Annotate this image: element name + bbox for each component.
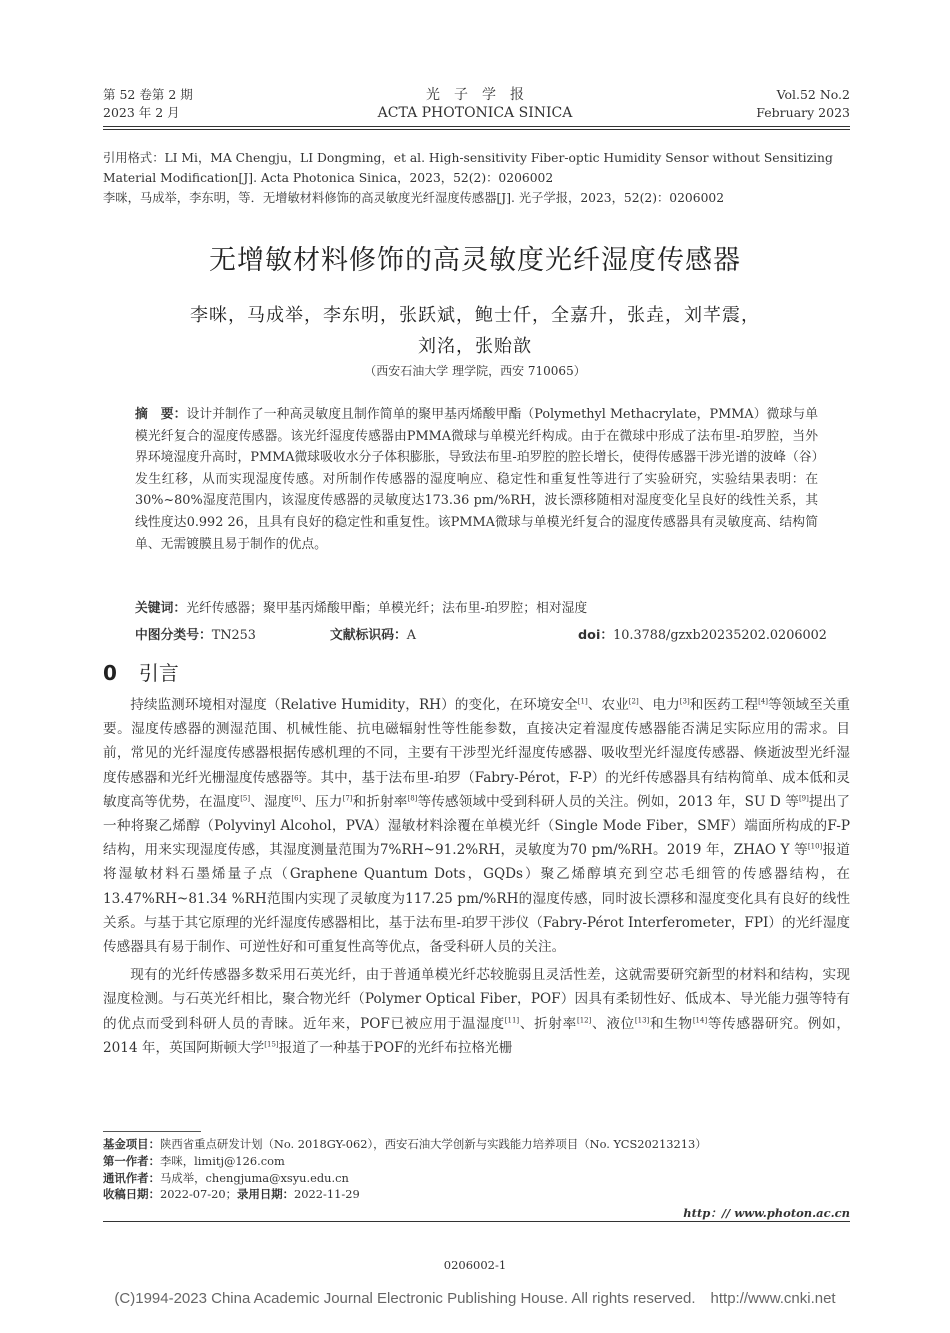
reference-mark: [12]	[576, 1016, 592, 1025]
footnote-dates	[103, 1186, 851, 1203]
text-run: 、农业	[587, 697, 629, 713]
footnote-rule	[103, 1131, 201, 1132]
text-run: 、折射率	[519, 1015, 577, 1032]
footnote-label: 基金项目：	[103, 1137, 160, 1151]
reference-mark: [2]	[628, 697, 639, 706]
text-run: 和生物	[649, 1015, 693, 1032]
doi	[578, 624, 827, 643]
text-run: 、湿度	[250, 793, 292, 810]
journal-name-en: ACTA PHOTONICA SINICA	[377, 105, 573, 121]
footnote-text: 2022-07-20；	[159, 1187, 238, 1202]
journal-url-link[interactable]: http：// www.photon.ac.cn	[683, 1206, 850, 1220]
citation-block	[103, 148, 851, 208]
text-run: 现有的光纤传感器多数采用石英光纤，由于普通单模光纤芯较脆弱且灵活性差，这就需要研究新型的材料和结构，实现湿度检测。与石英光纤相比，聚合物光纤（Polymer Optical Fiber，POF）因具有柔韧性好、低成本、导光能力强等特有的优点而受到科研人员的青睐。近年来，POF已被应用于温湿度	[103, 967, 850, 1032]
reference-mark: [9]	[798, 794, 809, 803]
header-rule-bottom	[103, 129, 850, 130]
authors-line2: 刘洺，张贻歆	[418, 336, 532, 357]
reference-mark: [5]	[240, 794, 251, 803]
clc-value: TN253	[211, 628, 256, 643]
reference-mark: [8]	[407, 794, 418, 803]
reference-mark: [1]	[577, 697, 588, 706]
footer-rule	[103, 1221, 850, 1222]
abstract-text: 设计并制作了一种高灵敏度且制作简单的聚甲基丙烯酸甲酯（Polymethyl Methacrylate，PMMA）微球与单模光纤复合的湿度传感器。该光纤湿度传感器由PMMA微球与单模光纤构成。由于在微球中形成了法布里-珀罗腔，当外界环境湿度升高时，PMMA微球吸收水分子体积膨胀，导致法布里-珀罗腔的腔长增长，使得传感器干涉光谱的波峰（谷）发生红移，从而实现湿度传感。对所制作传感器的湿度响应、稳定性和重复性等进行了实验研究，实验结果表明：在30%~80%湿度范围内，该湿度传感器的灵敏度达173.36 pm/%RH，波长漂移随相对湿度变化呈良好的线性关系，其线性度达0.992 26，且具有良好的稳定性和重复性。该PMMA微球与单模光纤复合的湿度传感器具有灵敏度高、结构简单、无需镀膜且易于制作的优点。	[135, 407, 819, 552]
text-run: 和医药工程	[689, 697, 759, 713]
text-run: 、电力	[638, 697, 680, 713]
clc	[135, 624, 256, 643]
affiliation: （西安石油大学 理学院，西安 710065）	[364, 364, 586, 378]
page-number: 0206002-1	[443, 1258, 507, 1272]
header-rule-top	[103, 126, 850, 127]
clc-label: 中图分类号：	[135, 628, 212, 643]
text-run: 报道了一种基于POF的光纤布拉格光栅	[278, 1039, 513, 1056]
citation-cn: 李咪，马成举，李东明，等．无增敏材料修饰的高灵敏度光纤湿度传感器[J]. 光子学报，2023，52(2)：0206002	[103, 191, 725, 205]
paragraph-2	[103, 963, 850, 1060]
text-run: 等传感领域中受到科研人员的关注。例如，2013 年，SU D 等	[417, 793, 799, 810]
header-vol-no: Vol.52 No.2	[776, 87, 850, 102]
footnote-text: 马成举，chengjuma@xsyu.edu.cn	[159, 1170, 349, 1185]
footnote-text: 陕西省重点研发计划（No. 2018GY-062），西安石油大学创新与实践能力培养项目（No. YCS20213213）	[159, 1137, 707, 1151]
text-run: 等领域至关重要。湿度传感器的测湿范围、机械性能、抗电磁辐射性等性能参数，直接决定着湿度传感器能否满足实际应用的需求。目前，常见的光纤湿度传感器根据传感机理的不同，主要有干涉型光纤湿度传感器、吸收型光纤湿度传感器、倏逝波型光纤湿度传感器和光纤光栅湿度传感器等。其中，基于法布里-珀罗（Fabry-Pérot，F-P）的光纤传感器具有结构简单、成本低和灵敏度高等优势，在温度	[103, 697, 851, 810]
journal-name-cn: 光 子 学 报	[426, 87, 524, 103]
footnote-text: 李咪，limitj@126.com	[159, 1153, 285, 1168]
text-run: 等传感器研究。例如，2014 年，英国阿斯顿大学	[103, 1015, 851, 1056]
abstract	[135, 404, 818, 555]
header-vol-en	[756, 86, 850, 122]
copyright-notice: (C)1994-2023 China Academic Journal Electronic Publishing House. All rights reserved. http://www.cnki.net	[114, 1290, 836, 1307]
footnote-funding	[103, 1136, 851, 1153]
doc-code	[330, 624, 416, 643]
footnotes	[103, 1136, 851, 1203]
text-run: 提出了一种将聚乙烯醇（Polyvinyl Alcohol，PVA）湿敏材料涂覆在单模光纤（Single Mode Fiber，SMF）端面所构成的F-P结构，用来实现湿度传感，其湿度测量范围为7%RH~91.2%RH，灵敏度为70 pm/%RH。2019 年，ZHAO Y 等	[103, 793, 851, 859]
doi-value: 10.3788/gzxb20235202.0206002	[613, 628, 827, 643]
paper-title: 无增敏材料修饰的高灵敏度光纤湿度传感器	[209, 245, 741, 276]
paragraph-1	[103, 693, 850, 959]
text-run: 持续监测环境相对湿度（Relative Humidity，RH）的变化，在环境安全	[130, 697, 578, 713]
reference-mark: [14]	[692, 1016, 708, 1025]
reference-mark: [3]	[679, 697, 690, 706]
footnote-label: 通讯作者：	[103, 1170, 160, 1185]
doc-code-label: 文献标识码：	[330, 628, 407, 643]
footnote-label: 第一作者：	[103, 1153, 160, 1168]
keywords-text: 光纤传感器；聚甲基丙烯酸甲酯；单模光纤；法布里-珀罗腔；相对湿度	[186, 601, 588, 616]
citation-en: 引用格式：LI Mi，MA Chengju，LI Dongming，et al. High-sensitivity Fiber-optic Humidity Sensor without Sensitizing Material Modification[J]. Acta Photonica Sinica，2023，52(2)：0206002	[103, 151, 833, 185]
reference-mark: [15]	[264, 1040, 279, 1049]
section-number: 0	[103, 661, 117, 685]
footnote-text: 2022-11-29	[294, 1187, 360, 1202]
keywords-label: 关键词：	[135, 601, 187, 616]
doi-label: doi：	[578, 628, 614, 643]
body-text	[103, 693, 850, 1060]
text-run: 、压力	[301, 793, 343, 810]
text-run: 和折射率	[352, 793, 408, 810]
doc-code-value: A	[406, 628, 417, 643]
footnote-label: 收稿日期：	[103, 1187, 160, 1202]
reference-mark: [7]	[342, 794, 353, 803]
footnote-first-author	[103, 1153, 851, 1170]
authors-line1: 李咪，马成举，李东明，张跃斌，鲍士仟，全嘉升，张垚，刘芊震，	[190, 305, 760, 326]
abstract-label: 摘 要：	[135, 407, 187, 422]
reference-mark: [13]	[634, 1016, 650, 1025]
section-heading	[103, 657, 179, 686]
header-volume: 第 52 卷第 2 期	[103, 87, 193, 102]
footnote-corresponding-author	[103, 1170, 851, 1187]
reference-mark: [10]	[807, 842, 823, 851]
text-run: 报道将湿敏材料石墨烯量子点（Graphene Quantum Dots，GQDs）聚乙烯醇填充到空芯毛细管的传感器结构，在13.47%RH~81.34 %RH范围内实现了灵敏度为117.25 pm/%RH的湿度传感，同时波长漂移和湿度变化具有良好的线性关系。与基于其它原理的光纤湿度传感器相比，基于法布里-珀罗干涉仪（Fabry-Pérot Interferometer，FPI）的光纤湿度传感器具有易于制作、可逆性好和可重复性高等优点，备受科研人员的关注。	[103, 842, 850, 956]
footnote-label: 录用日期：	[237, 1187, 295, 1202]
reference-mark: [11]	[504, 1016, 520, 1025]
reference-mark: [4]	[758, 697, 769, 706]
reference-mark: [6]	[291, 794, 302, 803]
keywords	[135, 598, 818, 620]
text-run: 、液位	[591, 1015, 635, 1032]
header-month-year: February 2023	[756, 105, 850, 120]
header-date-cn: 2023 年 2 月	[103, 105, 180, 120]
section-title: 引言	[138, 661, 179, 685]
